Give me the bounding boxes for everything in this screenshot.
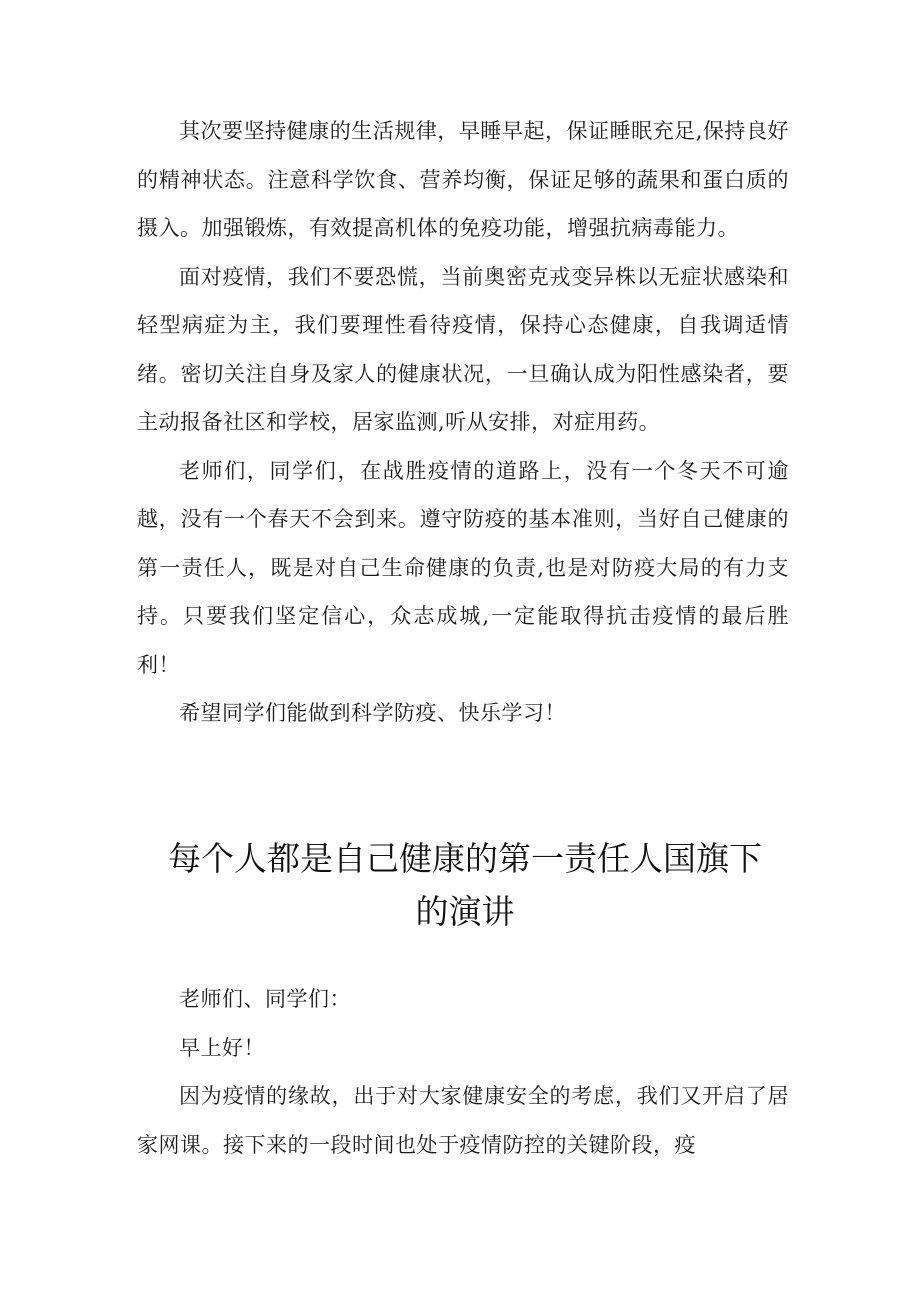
speech-title: [120, 832, 810, 938]
paragraph-closing-wish: 希望同学们能做到科学防疫、快乐学习！: [179, 701, 566, 725]
paragraph-intro: 因为疫情的缘故，出于对大家健康安全的考虑，我们又开启了居家网课。接下来的一段时间也处于疫情防控的关键阶段，疫: [137, 1084, 789, 1157]
speech-title-line1: 每个人都是自己健康的第一责任人国旗下: [168, 839, 762, 878]
paragraph-health-habits: 其次要坚持健康的生活规律，早睡早起，保证睡眠充足,保持良好的精神状态。注意科学饮食、营养均衡，保证足够的蔬果和蛋白质的摄入。加强锻炼，有效提高机体的免疫功能，增强抗病毒能力。: [137, 119, 789, 240]
paragraph-salutation: 老师们、同学们：: [179, 987, 351, 1011]
paragraph-face-epidemic: 面对疫情，我们不要恐慌，当前奥密克戎变异株以无症状感染和轻型病症为主，我们要理性看待疫情，保持心态健康，自我调适情绪。密切关注自身及家人的健康状况，一旦确认成为阳性感染者，要主动报备社区和学校，居家监测,听从安排，对症用药。: [137, 264, 789, 434]
previous-speech-body: [137, 107, 789, 738]
paragraph-greeting: 早上好！: [179, 1035, 265, 1060]
speech-title-line2: 的演讲: [415, 892, 515, 931]
speech-body: [137, 975, 789, 1169]
paragraph-teachers-students: 老师们，同学们，在战胜疫情的道路上，没有一个冬天不可逾越，没有一个春天不会到来。遵守防疫的基本准则，当好自己健康的第一责任人，既是对自己生命健康的负责,也是对防疫大局的有力支持。只要我们坚定信心，众志成城,一定能取得抗击疫情的最后胜利！: [137, 458, 789, 677]
